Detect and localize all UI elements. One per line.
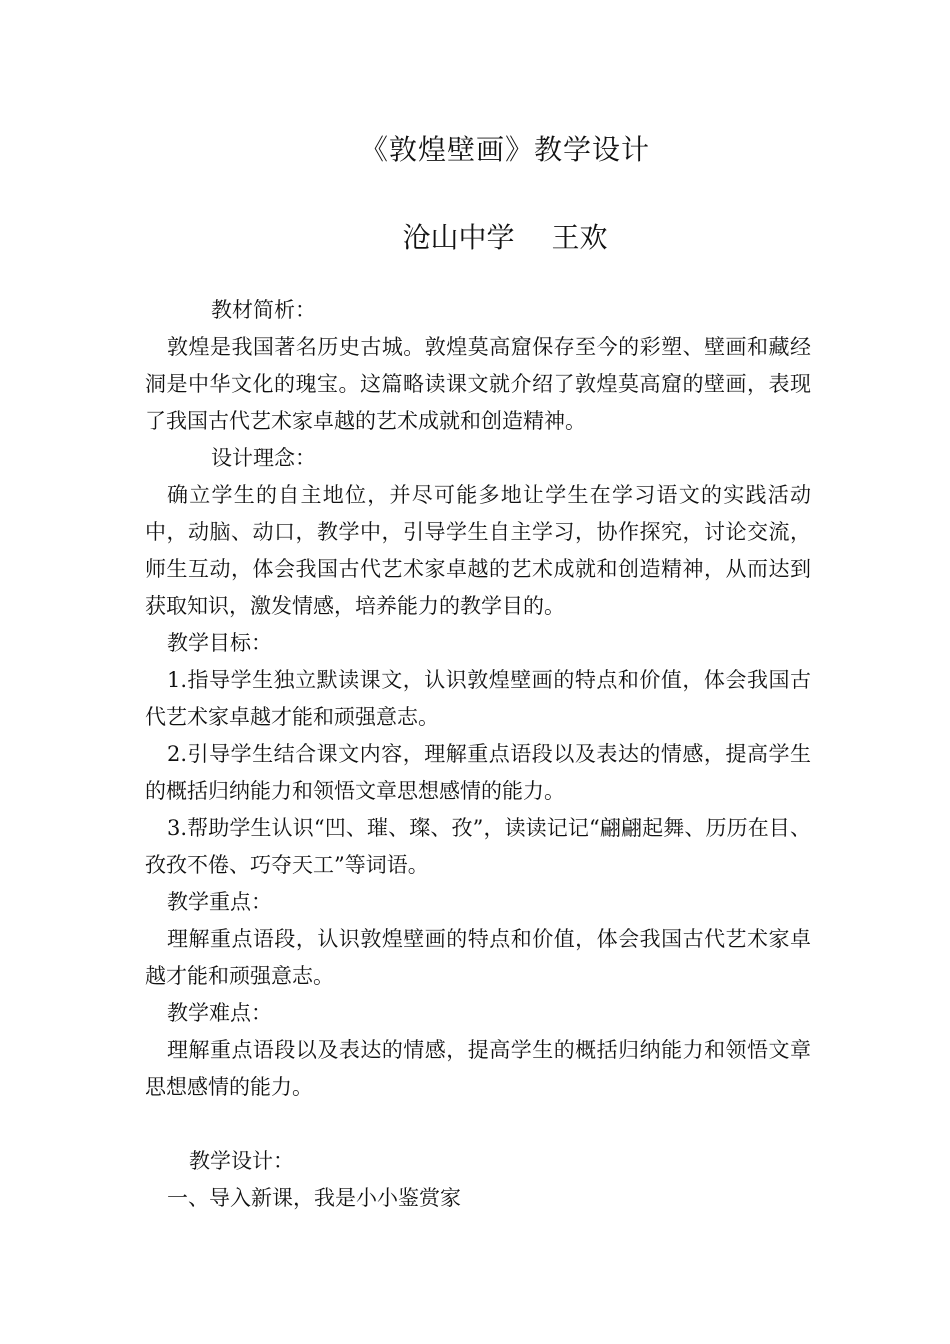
goal-item-3: 3.帮助学生认识“凹、璀、璨、孜”，读读记记“翩翩起舞、历历在目、孜孜不倦、巧夺天工”等词语。 [145, 816, 811, 877]
design-step-1: 一、导入新课，我是小小鉴赏家 [167, 1186, 461, 1210]
document-author: 沧山中学 王欢 [402, 221, 608, 254]
goal-item-1: 1.指导学生独立默读课文，认识敦煌壁画的特点和价值，体会我国古代艺术家卓越才能和顽强意志。 [145, 668, 811, 729]
section-gap [145, 1106, 811, 1143]
key-points-heading: 教学重点： [167, 890, 272, 914]
key-points-paragraph: 理解重点语段，认识敦煌壁画的特点和价值，体会我国古代艺术家卓越才能和顽强意志。 [145, 927, 811, 988]
difficult-points-paragraph: 理解重点语段以及表达的情感，提高学生的概括归纳能力和领悟文章思想感情的能力。 [145, 1038, 811, 1099]
goals-heading: 教学目标： [167, 631, 272, 655]
concept-paragraph: 确立学生的自主地位，并尽可能多地让学生在学习语文的实践活动中，动脑、动口，教学中，引导学生自主学习，协作探究，讨论交流，师生互动，体会我国古代艺术家卓越的艺术成就和创造精神，从而达到获取知识，激发情感，培养能力的教学目的。 [145, 483, 811, 618]
difficult-points-heading: 教学难点： [167, 1001, 272, 1025]
concept-heading: 设计理念： [211, 446, 316, 470]
design-heading: 教学设计： [189, 1149, 294, 1173]
document-body [145, 292, 811, 1217]
material-heading: 教材简析： [211, 298, 316, 322]
goal-item-2: 2.引导学生结合课文内容，理解重点语段以及表达的情感，提高学生的概括归纳能力和领悟文章思想感情的能力。 [145, 742, 811, 803]
material-paragraph: 敦煌是我国著名历史古城。敦煌莫高窟保存至今的彩塑、壁画和藏经洞是中华文化的瑰宝。这篇略读课文就介绍了敦煌莫高窟的壁画，表现了我国古代艺术家卓越的艺术成就和创造精神。 [145, 335, 811, 433]
document-title: 《敦煌壁画》教学设计 [359, 133, 650, 166]
